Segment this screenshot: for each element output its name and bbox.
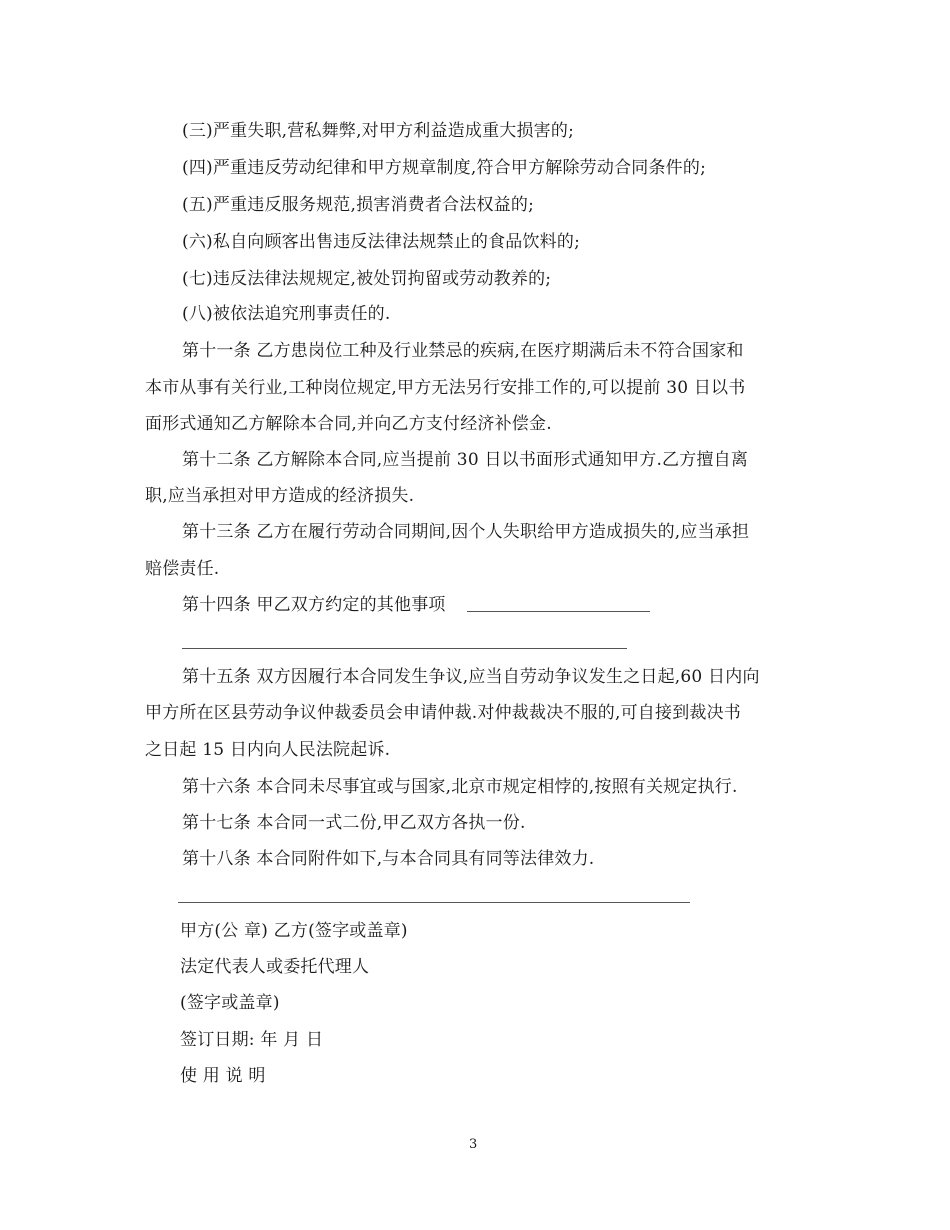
article-16-line-1: 第十六条 本合同未尽事宜或与国家,北京市规定相悖的,按照有关规定执行. — [182, 777, 738, 797]
article-13-line-1: 第十三条 乙方在履行劳动合同期间,因个人失职给甲方造成损失的,应当承担 — [182, 522, 750, 542]
article-11-line-3: 面形式通知乙方解除本合同,并向乙方支付经济补偿金. — [145, 414, 552, 434]
article-14-blank-underline — [467, 611, 650, 612]
article-17-line-1: 第十七条 本合同一式二份,甲乙双方各执一份. — [182, 813, 526, 833]
article-12-line-2: 职,应当承担对甲方造成的经济损失. — [145, 486, 415, 506]
clause-item-5: (五)严重违反服务规范,损害消费者合法权益的; — [182, 195, 534, 215]
attachment-blank-line — [178, 902, 690, 903]
article-15-line-1: 第十五条 双方因履行本合同发生争议,应当自劳动争议发生之日起,60 日内向 — [182, 667, 760, 687]
page-number: 3 — [469, 1137, 478, 1152]
signature-representative: 法定代表人或委托代理人 — [180, 957, 370, 977]
article-12-line-1: 第十二条 乙方解除本合同,应当提前 30 日以书面形式通知甲方.乙方擅自离 — [182, 450, 749, 470]
article-18-line-1: 第十八条 本合同附件如下,与本合同具有同等法律效力. — [182, 849, 595, 869]
article-14-blank-line — [182, 648, 627, 649]
clause-item-8: (八)被依法追究刑事责任的. — [182, 304, 391, 324]
article-11-line-1: 第十一条 乙方患岗位工种及行业禁忌的疾病,在医疗期满后未不符合国家和 — [182, 341, 744, 361]
clause-item-3: (三)严重失职,营私舞弊,对甲方利益造成重大损害的; — [182, 121, 574, 141]
clause-item-6: (六)私自向顾客出售违反法律法规禁止的食品饮料的; — [182, 232, 580, 252]
clause-item-4: (四)严重违反劳动纪律和甲方规章制度,符合甲方解除劳动合同条件的; — [182, 158, 706, 178]
article-15-line-3: 之日起 15 日内向人民法院起诉. — [145, 740, 391, 760]
article-13-line-2: 赔偿责任. — [145, 559, 220, 579]
signature-parties: 甲方(公 章) 乙方(签字或盖章) — [180, 921, 408, 941]
signature-sign-or-seal: (签字或盖章) — [180, 993, 280, 1013]
clause-item-7: (七)违反法律法规规定,被处罚拘留或劳动教养的; — [182, 269, 552, 289]
article-14-line-1: 第十四条 甲乙双方约定的其他事项 — [182, 595, 446, 615]
signature-date: 签订日期: 年 月 日 — [180, 1030, 324, 1050]
usage-instructions-heading: 使 用 说 明 — [180, 1066, 266, 1086]
article-11-line-2: 本市从事有关行业,工种岗位规定,甲方无法另行安排工作的,可以提前 30 日以书 — [145, 378, 746, 398]
article-15-line-2: 甲方所在区县劳动争议仲裁委员会申请仲裁.对仲裁裁决不服的,可自接到裁决书 — [145, 703, 742, 723]
